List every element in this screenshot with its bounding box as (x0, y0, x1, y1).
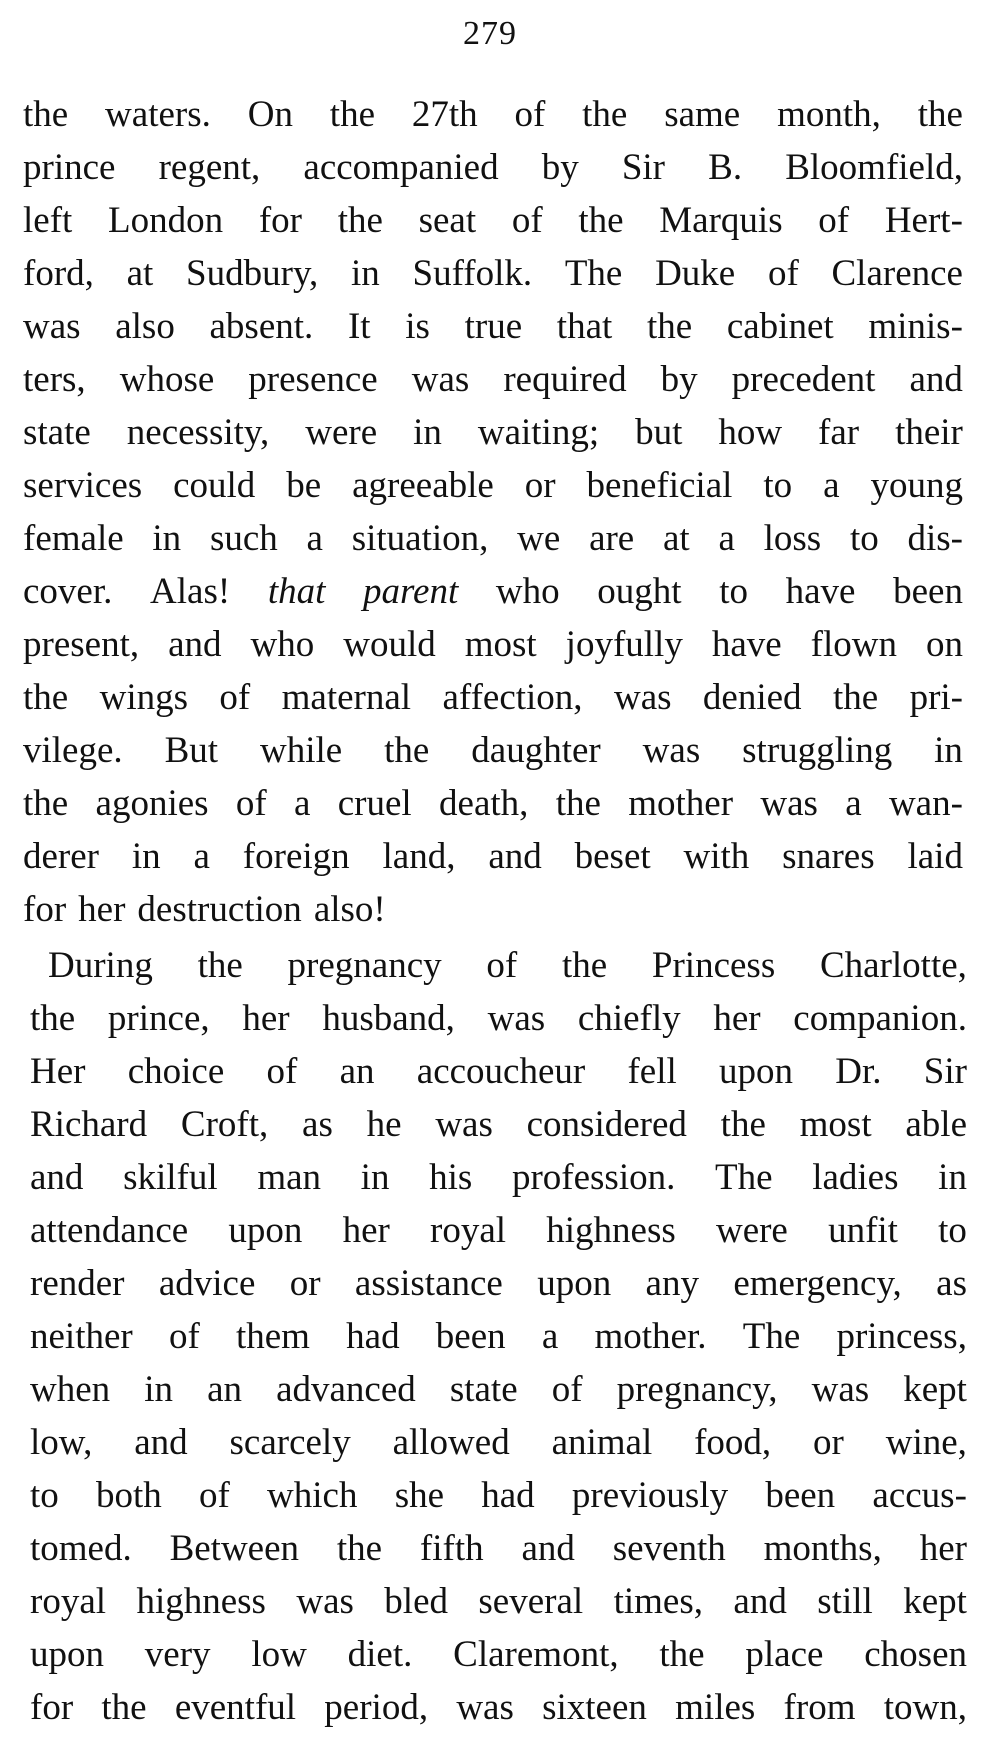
text-line: state necessity, were in waiting; but how far their (23, 412, 963, 453)
text-line: the agonies of a cruel death, the mother was a wan- (23, 783, 963, 824)
text-line: render advice or assistance upon any emergency, as (30, 1263, 967, 1304)
text-line: low, and scarcely allowed animal food, or wine, (30, 1422, 967, 1463)
text-line: when in an advanced state of pregnancy, was kept (30, 1369, 967, 1410)
text-line: for the eventful period, was sixteen miles from town, (30, 1687, 967, 1728)
text-line: derer in a foreign land, and beset with snares laid (23, 836, 963, 877)
text-line: present, and who would most joyfully have flown on (23, 624, 963, 665)
text-line: Her choice of an accoucheur fell upon Dr. Sir (30, 1051, 967, 1092)
text-line: prince regent, accompanied by Sir B. Bloomfield, (23, 147, 963, 188)
text-line: the prince, her husband, was chiefly her companion. (30, 998, 967, 1039)
text-line: ford, at Sudbury, in Suffolk. The Duke of Clarence (23, 253, 963, 294)
paragraph-1 (23, 88, 963, 936)
paragraph-2 (30, 939, 967, 1734)
text-line: for her destruction also! (23, 889, 386, 930)
text-line: the waters. On the 27th of the same month, the (23, 94, 963, 135)
page-number: 279 (463, 15, 517, 52)
text-line: attendance upon her royal highness were unfit to (30, 1210, 967, 1251)
text-line: upon very low diet. Claremont, the place chosen (30, 1634, 967, 1675)
text-line: ters, whose presence was required by precedent and (23, 359, 963, 400)
text-line: tomed. Between the fifth and seventh months, her (30, 1528, 967, 1569)
text-line: to both of which she had previously been accus- (30, 1475, 967, 1516)
text-line: services could be agreeable or beneficial to a young (23, 465, 963, 506)
text-line: royal highness was bled several times, and still kept (30, 1581, 967, 1622)
text-line: female in such a situation, we are at a loss to dis- (23, 518, 963, 559)
text-line: During the pregnancy of the Princess Charlotte, (48, 945, 967, 986)
text-line: was also absent. It is true that the cabinet minis- (23, 306, 963, 347)
text-line: the wings of maternal affection, was denied the pri- (23, 677, 963, 718)
text-line: vilege. But while the daughter was struggling in (23, 730, 963, 771)
text-line: neither of them had been a mother. The princess, (30, 1316, 967, 1357)
text-line: and skilful man in his profession. The ladies in (30, 1157, 967, 1198)
text-line: cover. Alas! that parent who ought to have been (23, 571, 963, 612)
text-line: Richard Croft, as he was considered the most able (30, 1104, 967, 1145)
text-line: left London for the seat of the Marquis of Hert- (23, 200, 963, 241)
